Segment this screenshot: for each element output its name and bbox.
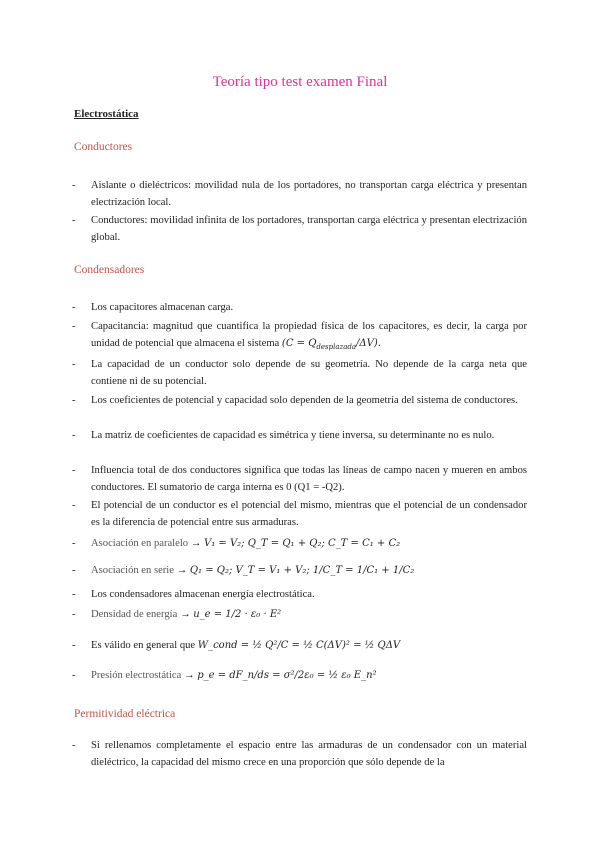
bullet: - — [72, 609, 76, 620]
list-item: - Los capacitores almacenan carga. — [91, 299, 527, 316]
bullet: - — [72, 359, 76, 370]
arrow-icon: → — [179, 609, 191, 620]
list-item: - La capacidad de un conductor solo depende de su geometría. No depende de la carga neta que contiene ni de su potencial. — [91, 356, 527, 390]
list-item: - Asociación en paralelo → V₁ = V₂; Q_T = Q₁ + Q₂; C_T = C₁ + C₂ — [91, 535, 527, 552]
list-item: - Los coeficientes de potencial y capacidad solo dependen de la geometría del sistema de conductores. — [91, 392, 527, 409]
list-item: - Influencia total de dos conductores significa que todas las líneas de campo nacen y mueren en ambos conductores. El sumatorio de carga interna es 0 (Q1 = -Q2). — [91, 462, 527, 496]
section-heading-condensadores: Condensadores — [74, 264, 145, 276]
bullet: - — [72, 321, 76, 332]
list-item: - Si rellenamos completamente el espacio entre las armaduras de un condensador con un material dieléctrico, la capacidad del mismo crece en una proporción que sólo depende de la — [91, 737, 527, 771]
list-item: - Densidad de energía → u_e = 1/2 · ε₀ · E² — [91, 606, 527, 623]
list-item: - Conductores: movilidad infinita de los portadores, transportan carga eléctrica y presentan electrización global. — [91, 212, 527, 246]
bullet: - — [72, 302, 76, 313]
bullet: - — [72, 465, 76, 476]
list-item: - Es válido en general que W_cond = ½ Q²/C = ½ C(ΔV)² = ½ QΔV — [91, 637, 527, 654]
list-item: - El potencial de un conductor es el potencial del mismo, mientras que el potencial de un condensador es la diferencia de potencial entre sus armaduras. — [91, 497, 527, 531]
list-item: - La matriz de coeficientes de capacidad es simétrica y tiene inversa, su determinante no es nulo. — [91, 427, 527, 444]
bullet: - — [72, 500, 76, 511]
bullet: - — [72, 740, 76, 751]
bullet: - — [72, 589, 76, 600]
arrow-icon: → — [190, 538, 202, 549]
bullet: - — [72, 538, 76, 549]
formula-general: W_cond = ½ Q²/C = ½ C(ΔV)² = ½ QΔV — [197, 640, 401, 651]
bullet: - — [72, 640, 76, 651]
bullet: - — [72, 180, 76, 191]
list-item: - Aislante o dieléctricos: movilidad nula de los portadores, no transportan carga eléctrica y presentan electrización local. — [91, 177, 527, 211]
list-item: - Presión electrostática → p_e = dF_n/ds = σ²/2ε₀ = ½ ε₀ E_n² — [91, 667, 527, 684]
bullet: - — [72, 670, 76, 681]
formula-presion: p_e = dF_n/ds = σ²/2ε₀ = ½ ε₀ E_n² — [197, 670, 377, 681]
arrow-icon: → — [176, 565, 188, 576]
formula-paralelo: V₁ = V₂; Q_T = Q₁ + Q₂; C_T = C₁ + C₂ — [203, 538, 401, 549]
list-item: - Asociación en serie → Q₁ = Q₂; V_T = V₁ + V₂; 1/C_T = 1/C₁ + 1/C₂ — [91, 562, 527, 579]
list-item: - Los condensadores almacenan energía electrostática. — [91, 586, 527, 603]
section-heading-conductores: Conductores — [74, 141, 133, 153]
bullet: - — [72, 395, 76, 406]
bullet: - — [72, 430, 76, 441]
main-heading: Electrostática — [74, 108, 139, 120]
bullet: - — [72, 565, 76, 576]
list-item: - Capacitancia: magnitud que cuantifica la propiedad física de los capacitores, es decir, la carga por unidad de potencial que almacena el sistema $(C = Q_{desplazada}/\Delta V)$. — [91, 318, 527, 356]
bullet: - — [72, 215, 76, 226]
formula-serie: Q₁ = Q₂; V_T = V₁ + V₂; 1/C_T = 1/C₁ + 1/C₂ — [189, 565, 415, 576]
formula-densidad: u_e = 1/2 · ε₀ · E² — [193, 609, 282, 620]
page-title: Teoría tipo test examen Final — [212, 74, 388, 90]
section-heading-permitividad: Permitividad eléctrica — [74, 708, 176, 720]
arrow-icon: → — [183, 670, 195, 681]
